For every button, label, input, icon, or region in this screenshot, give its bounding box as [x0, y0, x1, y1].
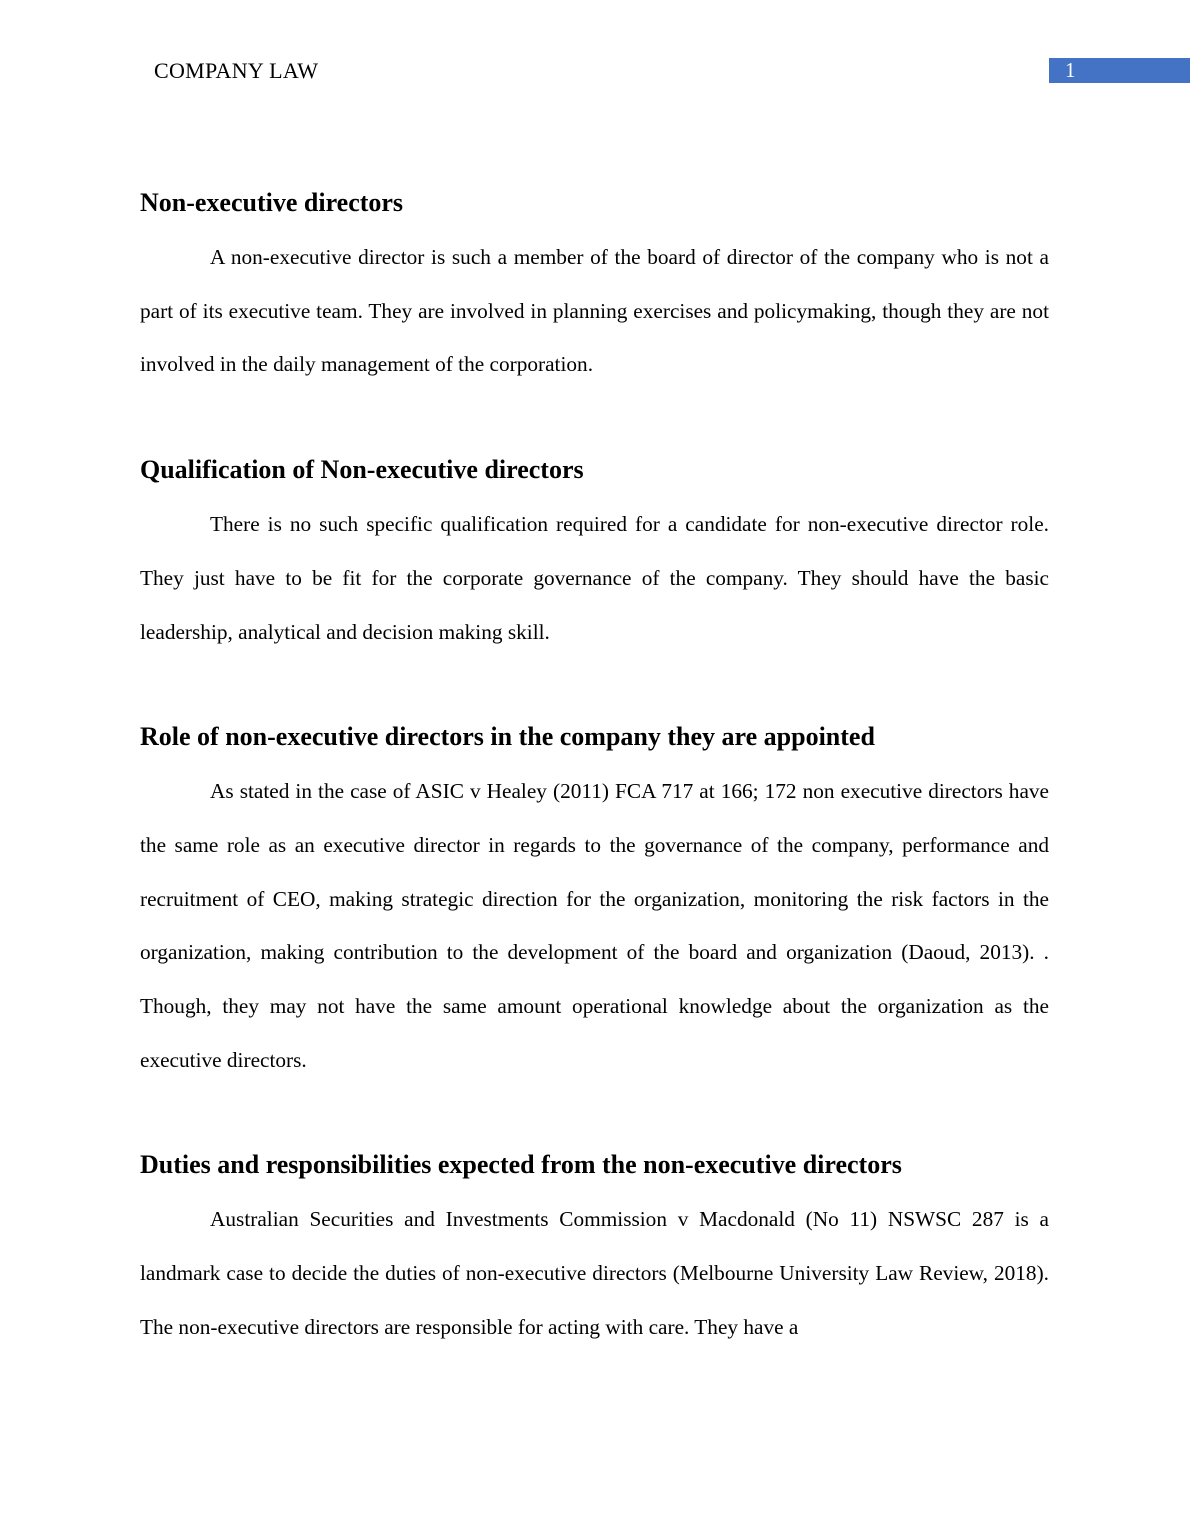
section-heading: Non-executive directors — [140, 188, 404, 217]
section-heading: Qualification of Non-executive directors — [140, 455, 584, 485]
section-non-executive-directors — [140, 182, 1049, 392]
page-number-badge — [1049, 58, 1190, 83]
page-number: 1 — [1065, 58, 1076, 82]
section-paragraph: As stated in the case of ASIC v Healey (2011) FCA 717 at 166; 172 non executive directors have the same role as an executive director in regards to the governance of the company, performance and recruitment of CEO, making strategic direction for the organization, monitoring the risk factors in the organization, making contribution to the development of the board and organization (Daoud, 2013). . Though, they may not have the same amount operational knowledge about the organization as the executive directors. — [140, 779, 1049, 1072]
section-paragraph: A non-executive director is such a member of the board of director of the company who is not a part of its executive team. They are involved in planning exercises and policymaking, though they are not involved in the daily management of the corporation. — [140, 245, 1049, 377]
section-duties — [140, 1144, 1049, 1354]
document-body — [140, 182, 1049, 1355]
section-qualification — [140, 449, 1049, 659]
section-paragraph: There is no such specific qualification required for a candidate for non-executive director role. They just have to be fit for the corporate governance of the company. They should have the basic leadership, analytical and decision making skill. — [140, 512, 1049, 644]
running-head: COMPANY LAW — [154, 58, 319, 83]
section-heading: Duties and responsibilities expected from the non-executive directors — [140, 1150, 902, 1180]
section-paragraph: Australian Securities and Investments Commission v Macdonald (No 11) NSWSC 287 is a landmark case to decide the duties of non-executive directors (Melbourne University Law Review, 2018). The non-executive directors are responsible for acting with care. They have a — [140, 1207, 1049, 1339]
section-heading: Role of non-executive directors in the company they are appointed — [140, 722, 875, 752]
section-role — [140, 716, 1049, 1087]
